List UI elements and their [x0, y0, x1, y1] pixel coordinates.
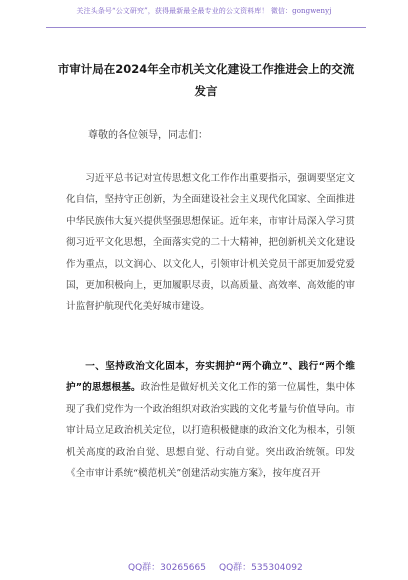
footer-qq-group-1: QQ群：30265665: [128, 563, 206, 573]
section-body-1: 政治性是做好机关文化工作的第一位属性，集中体现了我们党作为一个政治组织对政治实践的文化考量与价值导向。市审计局立足政治机关定位，以打造积极健康的政治文化为根本，引领机关高度的政治自觉、思想自觉、行动自觉。突出政治统领。印发《全市审计系统“模范机关”创建活动实施方案》，按年度召开: [66, 382, 356, 480]
top-banner: 关注头条号“公文研究”，获得最新最全最专业的公文资料库！ 微信：gongwenyj: [76, 7, 332, 15]
salutation: 尊敬的各位领导，同志们：: [88, 130, 208, 141]
section-heading-1: 一、坚持政治文化固本，夯实拥护“两个确立”、践行“两个维护”的思想根基。: [66, 361, 355, 394]
footer-qq-group-2: QQ群：535304092: [219, 563, 303, 573]
document-title: 市审计局在2024年全市机关文化建设工作推进会上的交流发言: [57, 62, 355, 98]
footer: [0, 561, 408, 575]
body-paragraph-2: [66, 356, 355, 484]
header-divider: [46, 27, 366, 28]
body-paragraph-1: 习近平总书记对宣传思想文化工作作出重要指示，强调要坚定文化自信，坚持守正创新，为全面建设社会主义现代化国家、全面推进中华民族伟大复兴提供坚强思想保证。近年来，市审计局深入学习贯彻习近平文化思想，全面落实党的二十大精神，把创新机关文化建设作为重点，以文润心、以文化人，引领审计机关党员干部更加爱党爱国，更加积极向上，更加履职尽责，以高质量、高效率、高效能的审计监督护航现代化美好城市建设。: [66, 173, 355, 313]
